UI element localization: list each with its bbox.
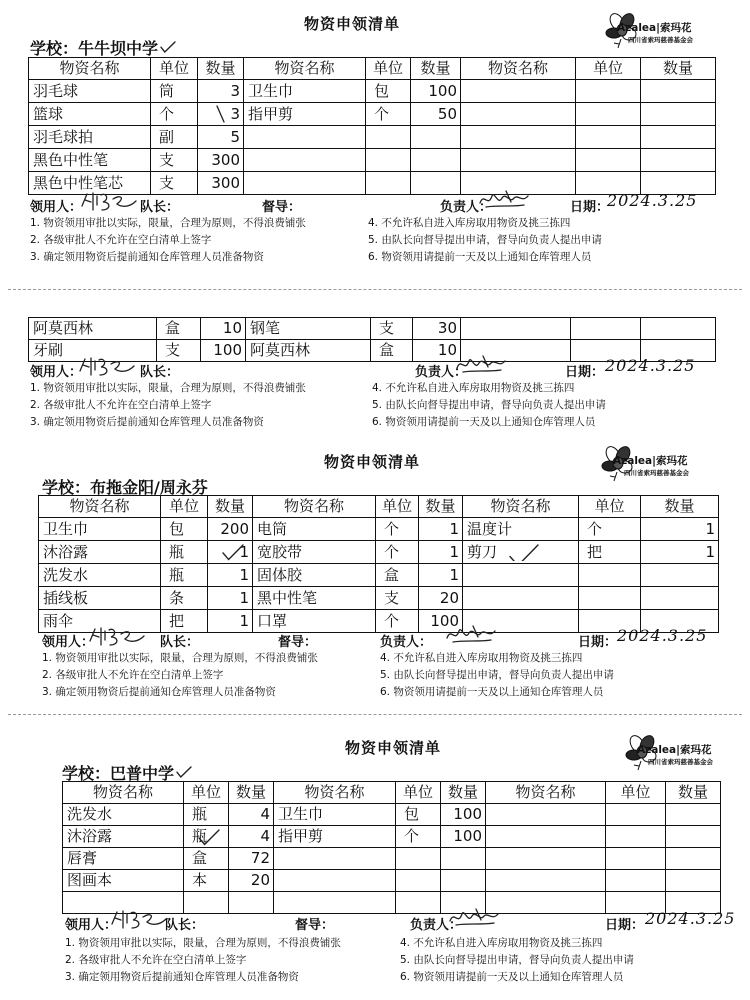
supervisor-label: 督导： — [295, 918, 335, 933]
quantity-cell: 5 — [198, 126, 244, 149]
item-name-cell: 唇膏 — [63, 848, 184, 870]
unit-cell — [576, 103, 641, 126]
quantity-cell — [411, 126, 461, 149]
unit-cell — [571, 318, 641, 340]
form-title: 物资申领清单 — [303, 15, 400, 33]
quantity-cell — [666, 826, 721, 848]
manager-signature — [455, 353, 511, 377]
item-name-cell — [461, 126, 576, 149]
rule-note: 3. 确定领用物资后提前通知仓库管理人员准备物资 — [30, 251, 264, 263]
unit-cell — [366, 172, 411, 195]
supervisor-label: 督导： — [262, 200, 302, 215]
item-name-cell: 温度计 — [463, 518, 579, 541]
item-name-cell: 卫生巾 — [274, 804, 396, 826]
unit-cell: 个 — [579, 518, 641, 541]
handwritten-check-icon — [222, 543, 244, 561]
unit-cell: 个 — [396, 826, 441, 848]
rule-note: 4. 不允许私自进入库房取用物资及挑三拣四 — [400, 937, 603, 949]
quantity-cell: 30 — [413, 318, 461, 340]
logo-organization: 四川省索玛慈善基金会 — [648, 758, 713, 766]
rule-note: 5. 由队长向督导提出申请，督导向负责人提出申请 — [368, 234, 602, 246]
quantity-cell: 1 — [419, 541, 463, 564]
unit-cell — [576, 149, 641, 172]
item-name-cell: 洗发水 — [63, 804, 184, 826]
page-separator — [8, 714, 742, 715]
handwritten-check-icon — [160, 40, 176, 56]
date-value: 2024.3.25 — [617, 626, 708, 645]
rule-note: 5. 由队长向督导提出申请，督导向负责人提出申请 — [372, 399, 606, 411]
table-row — [29, 126, 716, 149]
date-label: 日期： — [605, 918, 645, 933]
unit-cell — [396, 870, 441, 892]
item-name-cell: 黑色中性笔芯 — [29, 172, 151, 195]
manager-signature — [445, 623, 501, 647]
item-name-cell: 羽毛球拍 — [29, 126, 151, 149]
logo-brand: Azalea|索玛花 — [613, 455, 688, 467]
table-row — [39, 541, 719, 564]
date-value: 2024.3.25 — [645, 909, 736, 928]
rule-note: 1. 物资领用审批以实际，限量，合理为原则，不得浪费铺张 — [65, 937, 341, 949]
quantity-cell: 1 — [208, 564, 253, 587]
rule-note: 3. 确定领用物资后提前通知仓库管理人员准备物资 — [65, 971, 299, 983]
quantity-cell — [666, 870, 721, 892]
item-name-cell — [486, 826, 606, 848]
column-header: 物资名称 — [274, 782, 396, 804]
quantity-cell: 200 — [208, 518, 253, 541]
column-header: 数量 — [641, 496, 719, 518]
unit-cell: 支 — [157, 340, 201, 362]
supervisor-label: 督导： — [278, 635, 318, 650]
unit-cell — [606, 826, 666, 848]
quantity-cell: 10 — [201, 318, 246, 340]
quantity-cell — [641, 103, 716, 126]
column-header: 单位 — [161, 496, 208, 518]
unit-cell — [606, 848, 666, 870]
quantity-cell — [666, 848, 721, 870]
table-row — [39, 587, 719, 610]
unit-cell: 个 — [376, 610, 419, 633]
rule-note: 6. 物资领用请提前一天及以上通知仓库管理人员 — [368, 251, 592, 263]
item-name-cell — [244, 126, 366, 149]
quantity-cell: 20 — [229, 870, 274, 892]
quantity-cell: 1 — [419, 564, 463, 587]
items-table — [28, 57, 716, 195]
quantity-cell — [229, 892, 274, 914]
unit-cell: 个 — [151, 103, 198, 126]
manager-label: 负责人： — [380, 635, 433, 650]
rule-note: 1. 物资领用审批以实际，限量，合理为原则，不得浪费铺张 — [30, 382, 306, 394]
date-value: 2024.3.25 — [607, 191, 698, 210]
foundation-logo — [600, 443, 710, 485]
rule-note: 1. 物资领用审批以实际，限量，合理为原则，不得浪费铺张 — [42, 652, 318, 664]
item-name-cell — [486, 848, 606, 870]
quantity-cell: 100 — [411, 80, 461, 103]
quantity-cell: 100 — [419, 610, 463, 633]
rule-note: 4. 不允许私自进入库房取用物资及挑三拣四 — [372, 382, 575, 394]
item-name-cell — [461, 80, 576, 103]
unit-cell: 把 — [579, 541, 641, 564]
quantity-cell: 100 — [441, 826, 486, 848]
quantity-cell — [641, 318, 716, 340]
receiver-label: 领用人： — [42, 635, 95, 650]
unit-cell — [366, 149, 411, 172]
item-name-cell: 羽毛球 — [29, 80, 151, 103]
quantity-cell — [641, 126, 716, 149]
manager-signature — [448, 906, 504, 930]
column-header: 数量 — [441, 782, 486, 804]
column-header: 物资名称 — [486, 782, 606, 804]
quantity-cell: 3 — [198, 80, 244, 103]
unit-cell: 支 — [376, 587, 419, 610]
item-name-cell — [486, 870, 606, 892]
quantity-cell: 1 — [208, 541, 253, 564]
item-name-cell — [274, 848, 396, 870]
item-name-cell: 指甲剪 — [244, 103, 366, 126]
quantity-cell: 1 — [641, 541, 719, 564]
item-name-cell: 阿莫西林 — [29, 318, 157, 340]
receiver-label: 领用人： — [30, 200, 83, 215]
column-header: 物资名称 — [63, 782, 184, 804]
receiver-label: 领用人： — [30, 365, 83, 380]
column-header: 物资名称 — [461, 58, 576, 80]
rule-note: 2. 各级审批人不允许在空白清单上签字 — [42, 669, 224, 681]
column-header: 数量 — [208, 496, 253, 518]
unit-cell — [606, 804, 666, 826]
column-header: 单位 — [606, 782, 666, 804]
rule-note: 5. 由队长向督导提出申请，督导向负责人提出申请 — [400, 954, 634, 966]
unit-cell: 盒 — [376, 564, 419, 587]
item-name-cell: 阿莫西林 — [246, 340, 371, 362]
item-name-cell: 宽胶带 — [253, 541, 376, 564]
column-header: 物资名称 — [253, 496, 376, 518]
item-name-cell: 沐浴露 — [63, 826, 184, 848]
unit-cell: 个 — [376, 518, 419, 541]
column-header: 数量 — [411, 58, 461, 80]
quantity-cell: 10 — [413, 340, 461, 362]
items-table — [62, 781, 721, 914]
quantity-cell — [441, 870, 486, 892]
table-row — [63, 826, 721, 848]
date-value: 2024.3.25 — [605, 356, 696, 375]
column-header: 单位 — [579, 496, 641, 518]
column-header: 数量 — [419, 496, 463, 518]
quantity-cell: 100 — [201, 340, 246, 362]
item-name-cell — [274, 870, 396, 892]
table-row — [63, 804, 721, 826]
quantity-cell — [641, 564, 719, 587]
unit-cell — [396, 892, 441, 914]
unit-cell — [579, 564, 641, 587]
item-name-cell: 雨伞 — [39, 610, 161, 633]
unit-cell: 把 — [161, 610, 208, 633]
unit-cell — [184, 892, 229, 914]
foundation-logo — [604, 10, 714, 52]
rule-note: 4. 不允许私自进入库房取用物资及挑三拣四 — [368, 217, 571, 229]
unit-cell — [579, 587, 641, 610]
item-name-cell — [463, 564, 579, 587]
table-header-row — [63, 782, 721, 804]
handwritten-slash-icon — [216, 104, 226, 124]
quantity-cell: 50 — [411, 103, 461, 126]
quantity-cell — [411, 172, 461, 195]
column-header: 数量 — [666, 782, 721, 804]
column-header: 物资名称 — [39, 496, 161, 518]
unit-cell: 本 — [184, 870, 229, 892]
date-label: 日期： — [570, 200, 610, 215]
item-name-cell — [274, 892, 396, 914]
column-header: 数量 — [229, 782, 274, 804]
handwritten-check-icon — [176, 765, 192, 781]
item-name-cell: 电筒 — [253, 518, 376, 541]
handwritten-check-icon — [198, 828, 220, 846]
unit-cell — [606, 870, 666, 892]
item-name-cell: 剪刀 — [463, 541, 579, 564]
unit-cell: 包 — [161, 518, 208, 541]
column-header: 单位 — [396, 782, 441, 804]
page-separator — [8, 289, 742, 290]
item-name-cell: 图画本 — [63, 870, 184, 892]
quantity-cell — [441, 848, 486, 870]
quantity-cell: 1 — [208, 587, 253, 610]
rule-note: 3. 确定领用物资后提前通知仓库管理人员准备物资 — [30, 416, 264, 428]
table-header-row — [29, 58, 716, 80]
rule-note: 6. 物资领用请提前一天及以上通知仓库管理人员 — [400, 971, 624, 983]
school-label: 学校： — [62, 764, 111, 783]
unit-cell — [576, 80, 641, 103]
school-label: 学校： — [42, 478, 91, 497]
column-header: 物资名称 — [29, 58, 151, 80]
item-name-cell — [244, 149, 366, 172]
form-title: 物资申领清单 — [323, 453, 420, 471]
item-name-cell: 黑色中性笔 — [29, 149, 151, 172]
unit-cell: 包 — [366, 80, 411, 103]
rule-note: 2. 各级审批人不允许在空白清单上签字 — [30, 234, 212, 246]
quantity-cell: 300 — [198, 149, 244, 172]
item-name-cell: 沐浴露 — [39, 541, 161, 564]
item-name-cell: 黑中性笔 — [253, 587, 376, 610]
table-row — [63, 870, 721, 892]
unit-cell — [576, 126, 641, 149]
item-name-cell — [486, 804, 606, 826]
logo-brand: Azalea|索玛花 — [637, 744, 712, 756]
table-row — [29, 80, 716, 103]
unit-cell: 副 — [151, 126, 198, 149]
unit-cell: 支 — [151, 172, 198, 195]
item-name-cell: 固体胶 — [253, 564, 376, 587]
receiver-signature — [110, 908, 170, 932]
unit-cell: 个 — [376, 541, 419, 564]
unit-cell: 支 — [151, 149, 198, 172]
quantity-cell: 4 — [229, 826, 274, 848]
date-label: 日期： — [565, 365, 605, 380]
quantity-cell: 300 — [198, 172, 244, 195]
item-name-cell: 牙刷 — [29, 340, 157, 362]
date-label: 日期： — [578, 635, 618, 650]
quantity-cell: 3 — [198, 103, 244, 126]
logo-brand: Azalea|索玛花 — [617, 22, 692, 34]
column-header: 单位 — [376, 496, 419, 518]
unit-cell — [366, 126, 411, 149]
quantity-cell — [641, 587, 719, 610]
column-header: 物资名称 — [244, 58, 366, 80]
table-header-row — [39, 496, 719, 518]
manager-label: 负责人： — [415, 365, 468, 380]
captain-label: 队长： — [140, 200, 180, 215]
unit-cell — [396, 848, 441, 870]
foundation-logo — [624, 732, 734, 774]
receiver-signature — [78, 355, 138, 379]
item-name-cell — [244, 172, 366, 195]
unit-cell: 盒 — [184, 848, 229, 870]
item-name-cell: 洗发水 — [39, 564, 161, 587]
unit-cell: 包 — [396, 804, 441, 826]
quantity-cell: 1 — [419, 518, 463, 541]
form-title: 物资申领清单 — [344, 739, 441, 757]
column-header: 单位 — [366, 58, 411, 80]
rule-note: 2. 各级审批人不允许在空白清单上签字 — [30, 399, 212, 411]
unit-cell: 支 — [371, 318, 413, 340]
quantity-cell: 1 — [208, 610, 253, 633]
quantity-cell: 4 — [229, 804, 274, 826]
item-name-cell — [461, 149, 576, 172]
quantity-cell — [411, 149, 461, 172]
table-row — [63, 848, 721, 870]
table-row — [29, 103, 716, 126]
quantity-cell — [666, 804, 721, 826]
quantity-cell — [641, 80, 716, 103]
table-row — [39, 518, 719, 541]
unit-cell: 瓶 — [184, 804, 229, 826]
school-name: 巴普中学 — [110, 764, 175, 783]
manager-label: 负责人： — [410, 918, 463, 933]
rule-note: 2. 各级审批人不允许在空白清单上签字 — [65, 954, 247, 966]
item-name-cell: 卫生巾 — [39, 518, 161, 541]
rule-note: 5. 由队长向督导提出申请，督导向负责人提出申请 — [380, 669, 614, 681]
unit-cell: 盒 — [157, 318, 201, 340]
unit-cell: 个 — [366, 103, 411, 126]
item-name-cell: 篮球 — [29, 103, 151, 126]
quantity-cell: 100 — [441, 804, 486, 826]
quantity-cell — [641, 149, 716, 172]
unit-cell: 筒 — [151, 80, 198, 103]
item-name-cell — [461, 318, 571, 340]
column-header: 数量 — [198, 58, 244, 80]
unit-cell: 瓶 — [184, 826, 229, 848]
item-name-cell: 钢笔 — [246, 318, 371, 340]
rule-note: 4. 不允许私自进入库房取用物资及挑三拣四 — [380, 652, 583, 664]
item-name-cell: 指甲剪 — [274, 826, 396, 848]
rule-note: 1. 物资领用审批以实际，限量，合理为原则，不得浪费铺张 — [30, 217, 306, 229]
quantity-cell: 72 — [229, 848, 274, 870]
column-header: 单位 — [151, 58, 198, 80]
item-name-cell — [463, 587, 579, 610]
column-header: 单位 — [576, 58, 641, 80]
school-name: 布拖金阳/周永芬 — [90, 478, 208, 497]
quantity-cell: 1 — [641, 518, 719, 541]
manager-label: 负责人： — [440, 200, 493, 215]
unit-cell: 瓶 — [161, 541, 208, 564]
item-name-cell: 口罩 — [253, 610, 376, 633]
item-name-cell — [461, 103, 576, 126]
receiver-signature — [88, 625, 148, 649]
table-row — [39, 564, 719, 587]
table-row — [29, 149, 716, 172]
unit-cell: 瓶 — [161, 564, 208, 587]
school-label: 学校： — [30, 39, 79, 58]
item-name-cell: 卫生巾 — [244, 80, 366, 103]
receiver-label: 领用人： — [65, 918, 118, 933]
school-line — [30, 36, 176, 59]
rule-note: 3. 确定领用物资后提前通知仓库管理人员准备物资 — [42, 686, 276, 698]
column-header: 单位 — [184, 782, 229, 804]
school-name: 牛牛坝中学 — [78, 39, 159, 58]
logo-organization: 四川省索玛慈善基金会 — [628, 36, 693, 44]
receiver-signature — [80, 190, 140, 214]
handwritten-check-icon — [509, 543, 539, 561]
captain-label: 队长： — [160, 635, 200, 650]
logo-organization: 四川省索玛慈善基金会 — [624, 469, 689, 477]
items-table — [38, 495, 719, 633]
column-header: 物资名称 — [463, 496, 579, 518]
captain-label: 队长： — [165, 918, 205, 933]
item-name-cell: 插线板 — [39, 587, 161, 610]
column-header: 数量 — [641, 58, 716, 80]
captain-label: 队长： — [140, 365, 180, 380]
quantity-cell: 20 — [419, 587, 463, 610]
manager-signature — [478, 188, 534, 212]
rule-note: 6. 物资领用请提前一天及以上通知仓库管理人员 — [380, 686, 604, 698]
table-row — [29, 318, 716, 340]
rule-note: 6. 物资领用请提前一天及以上通知仓库管理人员 — [372, 416, 596, 428]
unit-cell: 盒 — [371, 340, 413, 362]
unit-cell: 条 — [161, 587, 208, 610]
